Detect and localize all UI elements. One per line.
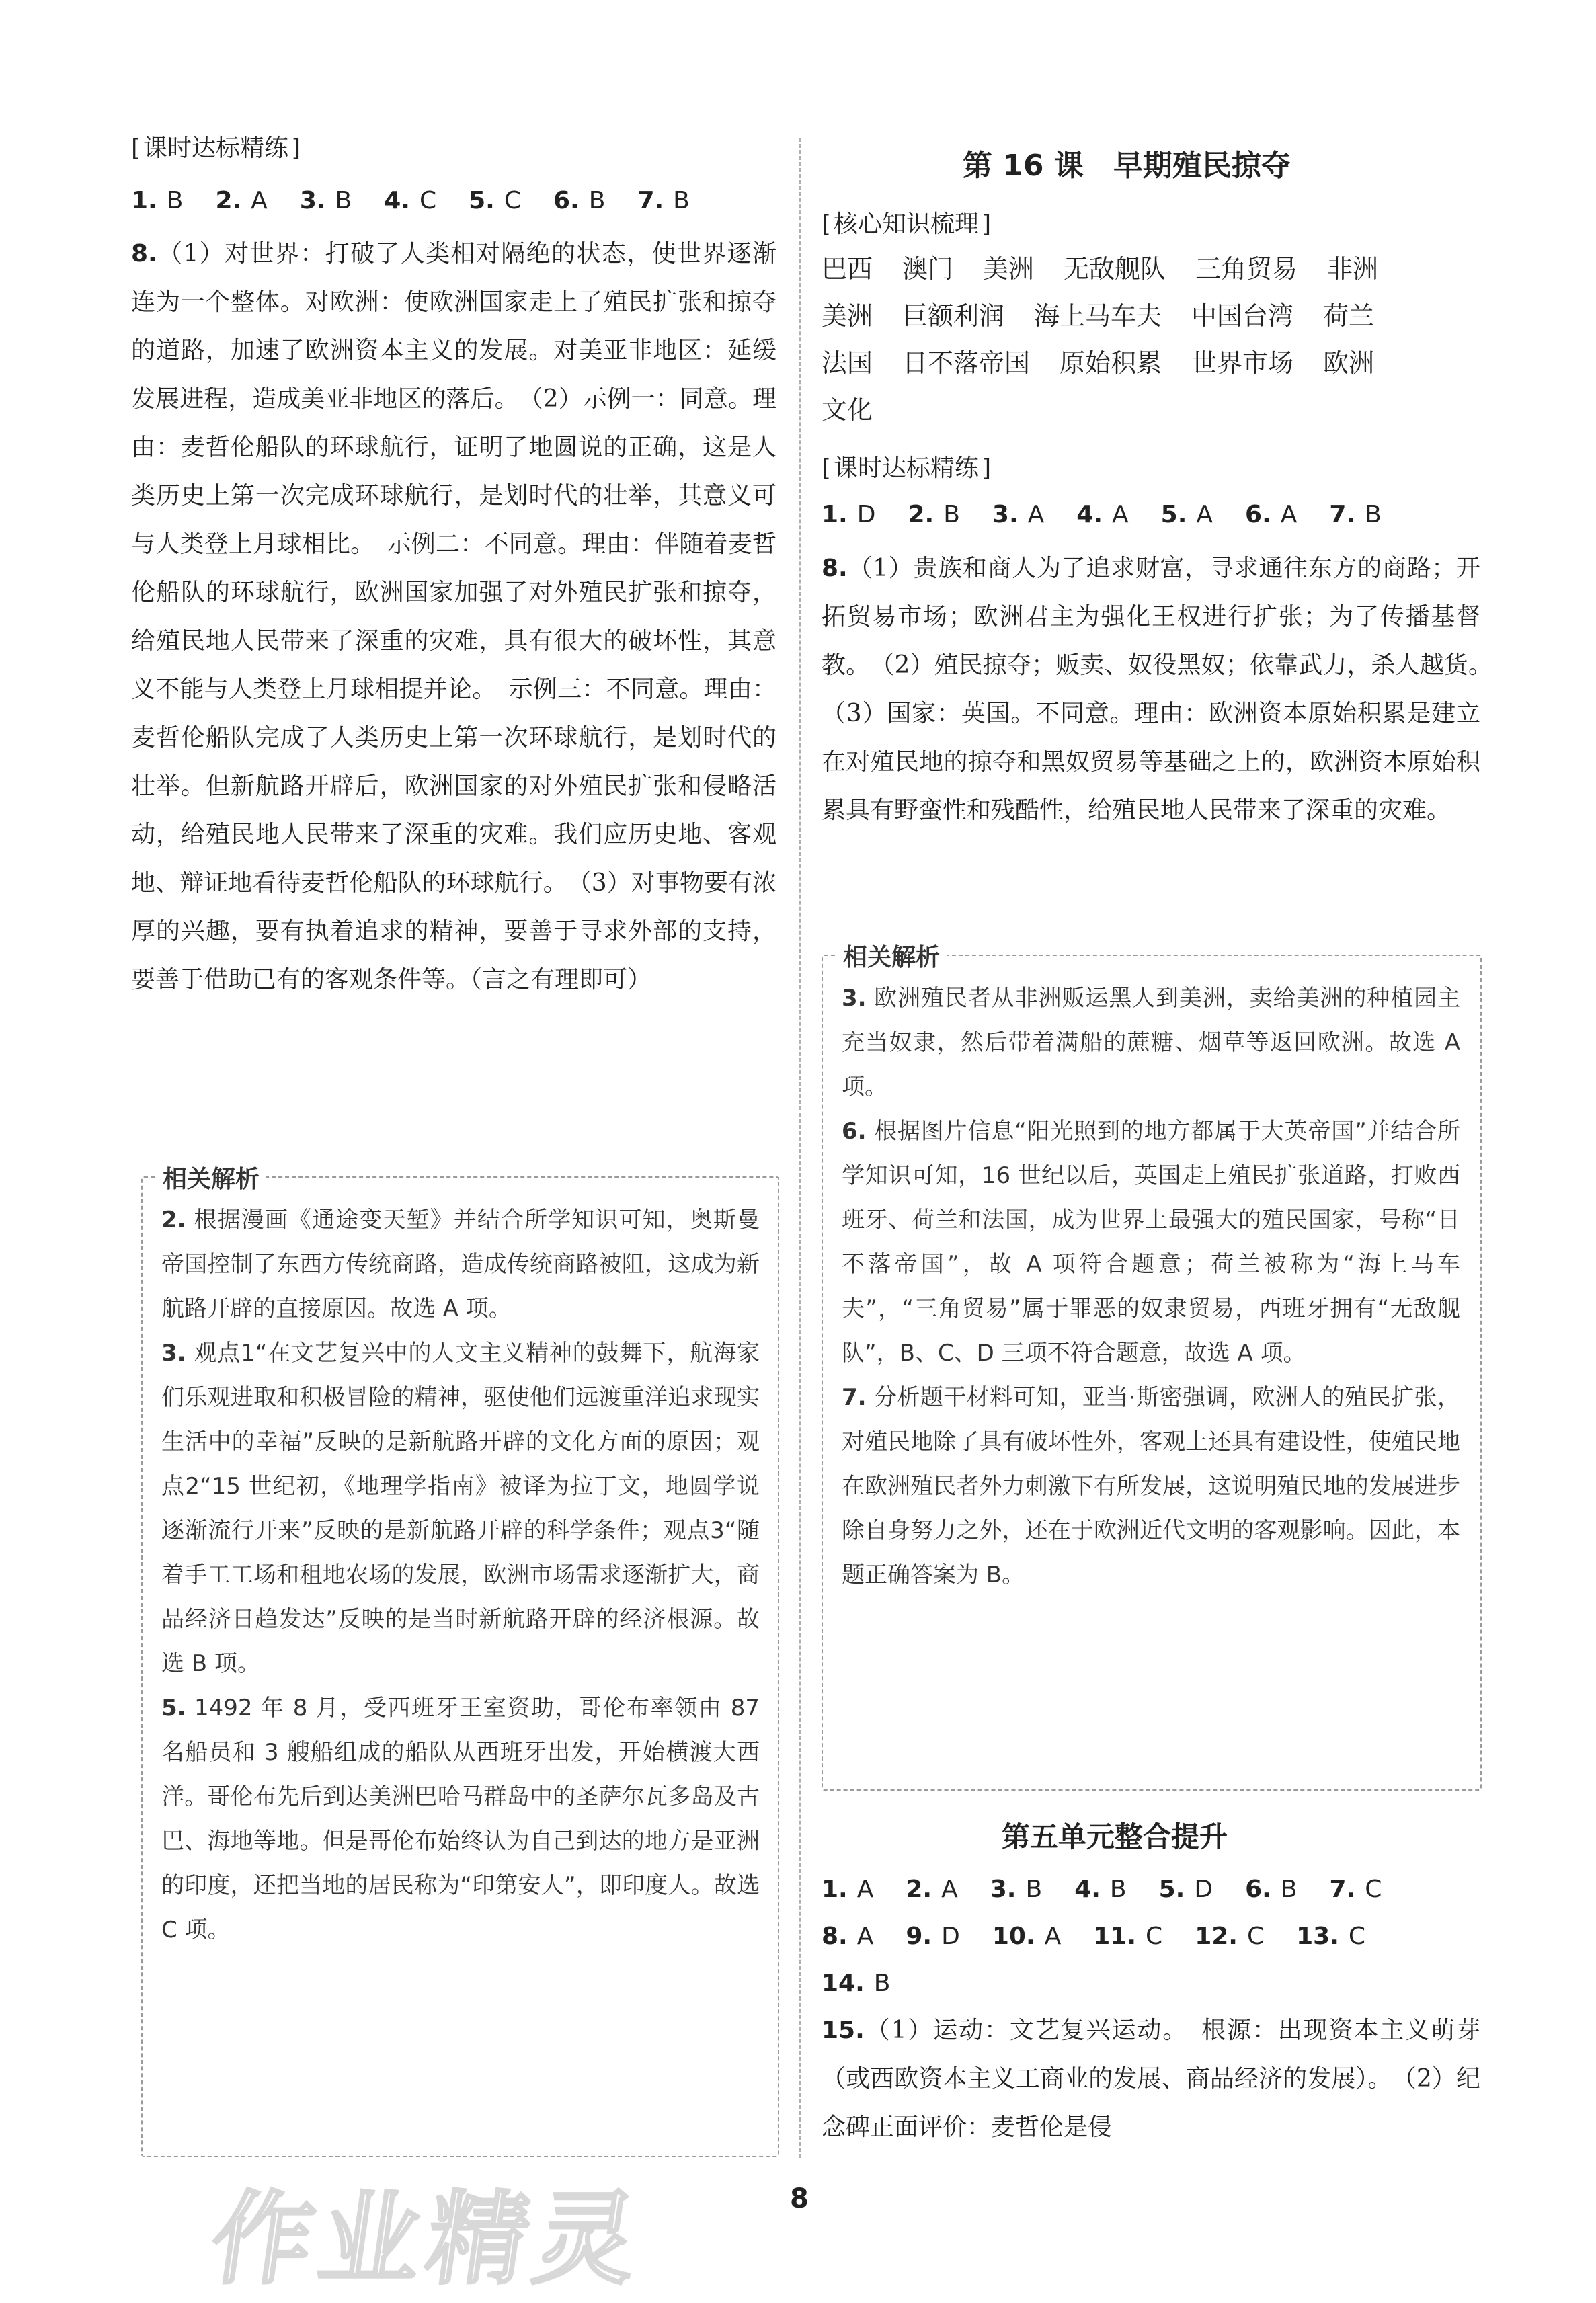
answer-item: 6. B [553,187,606,214]
answer-item: 13. C [1296,1923,1366,1950]
analysis-title-left: 相关解析 [156,1160,266,1195]
term: 巴西 [822,254,873,284]
term: 世界市场 [1191,348,1294,378]
term: 法国 [822,348,873,378]
answer-item: 3. A [992,501,1045,528]
term: 非洲 [1327,254,1379,284]
answer-item: 4. B [1074,1875,1127,1903]
answer-item: 3. B [299,187,352,214]
analysis-item: 2. 根据漫画《通途变天堑》并结合所学知识可知，奥斯曼帝国控制了东西方传统商路，造成传统商路被阻，这成为新航路开辟的直接原因。故选 A 项。 [161,1207,760,1322]
analysis-text-right [842,976,1460,1597]
answer-row-right [822,501,1414,528]
analysis-item: 6. 根据图片信息“阳光照到的地方都属于大英帝国”并结合所学知识可知，16 世纪以后，英国走上殖民扩张道路，打败西班牙、荷兰和法国，成为世界上最强大的殖民国家，号称“日不落帝国”，故 A 项符合题意；荷兰被称为“海上马车夫”，“三角贸易”属于罪恶的奴隶贸易，西班牙拥有“无敌舰队”，B、C、D 三项不符合题意，故选 A 项。 [842,1118,1460,1367]
unit-answer-row-1 [822,1875,1414,1903]
answer-item: 14. B [822,1970,891,1997]
answer-item: 7. C [1329,1875,1382,1903]
term: 美洲 [983,254,1035,284]
analysis-box-right [822,944,1482,1791]
answer-row-left [131,187,722,214]
answer-item: 10. A [992,1923,1062,1950]
core-terms [822,245,1480,434]
answer-item: 1. A [822,1875,874,1903]
term: 美洲 [822,301,873,331]
terms-row [822,292,1480,339]
unit-answer-row-2 [822,1923,1398,1950]
question-8-right: 8.（1）贵族和商人为了追求财富，寻求通往东方的商路；开拓贸易市场；欧洲君主为强化王权进行扩张；为了传播基督教。 （2）殖民掠夺；贩卖、奴役黑奴；依靠武力，杀人越货。 （3）国家：英国。不同意。理由：欧洲资本原始积累是建立在对殖民地的掠夺和黑奴贸易等基础之上的，欧洲资本原始积累具有野蛮性和残酷性，给殖民地人民带来了深重的灾难。 [822,555,1505,824]
lesson-title: 第 16 课 早期殖民掠夺 [963,149,1291,183]
answer-item: 7. B [1329,501,1382,528]
terms-row [822,245,1480,292]
answer-item: 2. A [215,187,268,214]
term: 文化 [822,395,873,425]
analysis-item: 7. 分析题干材料可知，亚当·斯密强调，欧洲人的殖民扩张，对殖民地除了具有破坏性外，客观上还具有建设性，使殖民地在欧洲殖民者外力刺激下有所发展，这说明殖民地的发展进步除自身努力之外，还在于欧洲近代文明的客观影响。因此，本题正确答案为 B。 [842,1384,1460,1588]
watermark: 作业精灵 [204,2181,651,2298]
answer-item: 3. B [990,1875,1043,1903]
term: 无敌舰队 [1064,254,1166,284]
analysis-item: 3. 观点1“在文艺复兴中的人文主义精神的鼓舞下，航海家们乐观进取和积极冒险的精神，驱使他们远渡重洋追求现实生活中的幸福”反映的是新航路开辟的文化方面的原因；观点2“15 世纪初，《地理学指南》被译为拉丁文，地圆学说逐渐流行开来”反映的是新航路开辟的科学条件；观点3“随着手工工场和租地农场的发展，欧洲市场需求逐渐扩大，商品经济日趋发达”反映的是当时新航路开辟的经济根源。故选 B 项。 [161,1340,760,1677]
analysis-item: 3. 欧洲殖民者从非洲贩运黑人到美洲，卖给美洲的种植园主充当奴隶，然后带着满船的蔗糖、烟草等返回欧洲。故选 A 项。 [842,985,1460,1100]
answer-item: 7. B [637,187,690,214]
analysis-title-right: 相关解析 [836,938,947,973]
analysis-item: 5. 1492 年 8 月，受西班牙王室资助，哥伦布率领由 87 名船员和 3 艘船组成的船队从西班牙出发，开始横渡大西洋。哥伦布先后到达美洲巴哈马群岛中的圣萨尔瓦多岛及古巴、海地等地。但是哥伦布始终认为自己到达的地方是亚洲的印度，还把当地的居民称为“印第安人”，即印度人。故选 C 项。 [161,1695,760,1943]
terms-row [822,339,1480,387]
unit-title: 第五单元整合提升 [1002,1820,1228,1853]
answer-item: 2. B [908,501,960,528]
term: 三角贸易 [1195,254,1298,284]
section-tag-core: [ 核心知识梳理 ] [822,205,991,239]
question-8-left: 8.（1）对世界：打破了人类相对隔绝的状态，使世界逐渐连为一个整体。对欧洲：使欧洲国家走上了殖民扩张和掠夺的道路，加速了欧洲资本主义的发展。对美亚非地区：延缓发展进程，造成美亚非地区的落后。 （2）示例一：同意。理由：麦哲伦船队的环球航行，证明了地圆说的正确，这是人类历史上第一次完成环球航行，是划时代的壮举，其意义可与人类登上月球相比。 示例二：不同意。理由：伴随着麦哲伦船队的环球航行，欧洲国家加强了对外殖民扩张和掠夺，给殖民地人民带来了深重的灾难，具有很大的破坏性，其意义不能与人类登上月球相提并论。 示例三：不同意。理由：麦哲伦船队完成了人类历史上第一次环球航行，是划时代的壮举。但新航路开辟后，欧洲国家的对外殖民扩张和侵略活动，给殖民地人民带来了深重的灾难。我们应历史地、客观地、辩证地看待麦哲伦船队的环球航行。 （3）对事物要有浓厚的兴趣，要有执着追求的精神，要善于寻求外部的支持，要善于借助已有的客观条件等。（言之有理即可） [131,240,776,994]
page-number: 8 [790,2183,809,2214]
term: 欧洲 [1323,348,1375,378]
analysis-text-left [161,1198,760,1952]
answer-item: 4. A [1076,501,1129,528]
answer-item: 5. C [469,187,521,214]
answer-item: 11. C [1093,1923,1163,1950]
term: 巨额利润 [902,301,1005,331]
term: 荷兰 [1323,301,1375,331]
terms-row [822,387,1480,434]
answer-item: 5. A [1160,501,1213,528]
answer-item: 1. D [822,501,876,528]
answer-item: 9. D [906,1923,960,1950]
section-tag-practice-left: [ 课时达标精练 ] [131,129,301,163]
answer-item: 5. D [1158,1875,1213,1903]
answer-item: 12. C [1195,1923,1265,1950]
answer-item: 4. C [384,187,437,214]
answer-item: 6. B [1245,1875,1298,1903]
term: 澳门 [902,254,954,284]
analysis-box-left [141,1166,779,2157]
answer-item: 6. A [1245,501,1298,528]
unit-answer-row-3 [822,1970,922,1997]
answer-item: 8. A [822,1923,874,1950]
term: 中国台湾 [1191,301,1294,331]
column-divider [799,138,801,2158]
answer-item: 2. A [906,1875,958,1903]
answer-item: 1. B [131,187,184,214]
term: 原始积累 [1060,348,1162,378]
term: 日不落帝国 [902,348,1031,378]
question-15: 15.（1）运动：文艺复兴运动。 根源：出现资本主义萌芽（或西欧资本主义工商业的发展、商品经济的发展）。 （2）纪念碑正面评价：麦哲伦是侵 [822,2017,1480,2141]
section-tag-practice-right: [ 课时达标精练 ] [822,449,991,483]
term: 海上马车夫 [1034,301,1162,331]
